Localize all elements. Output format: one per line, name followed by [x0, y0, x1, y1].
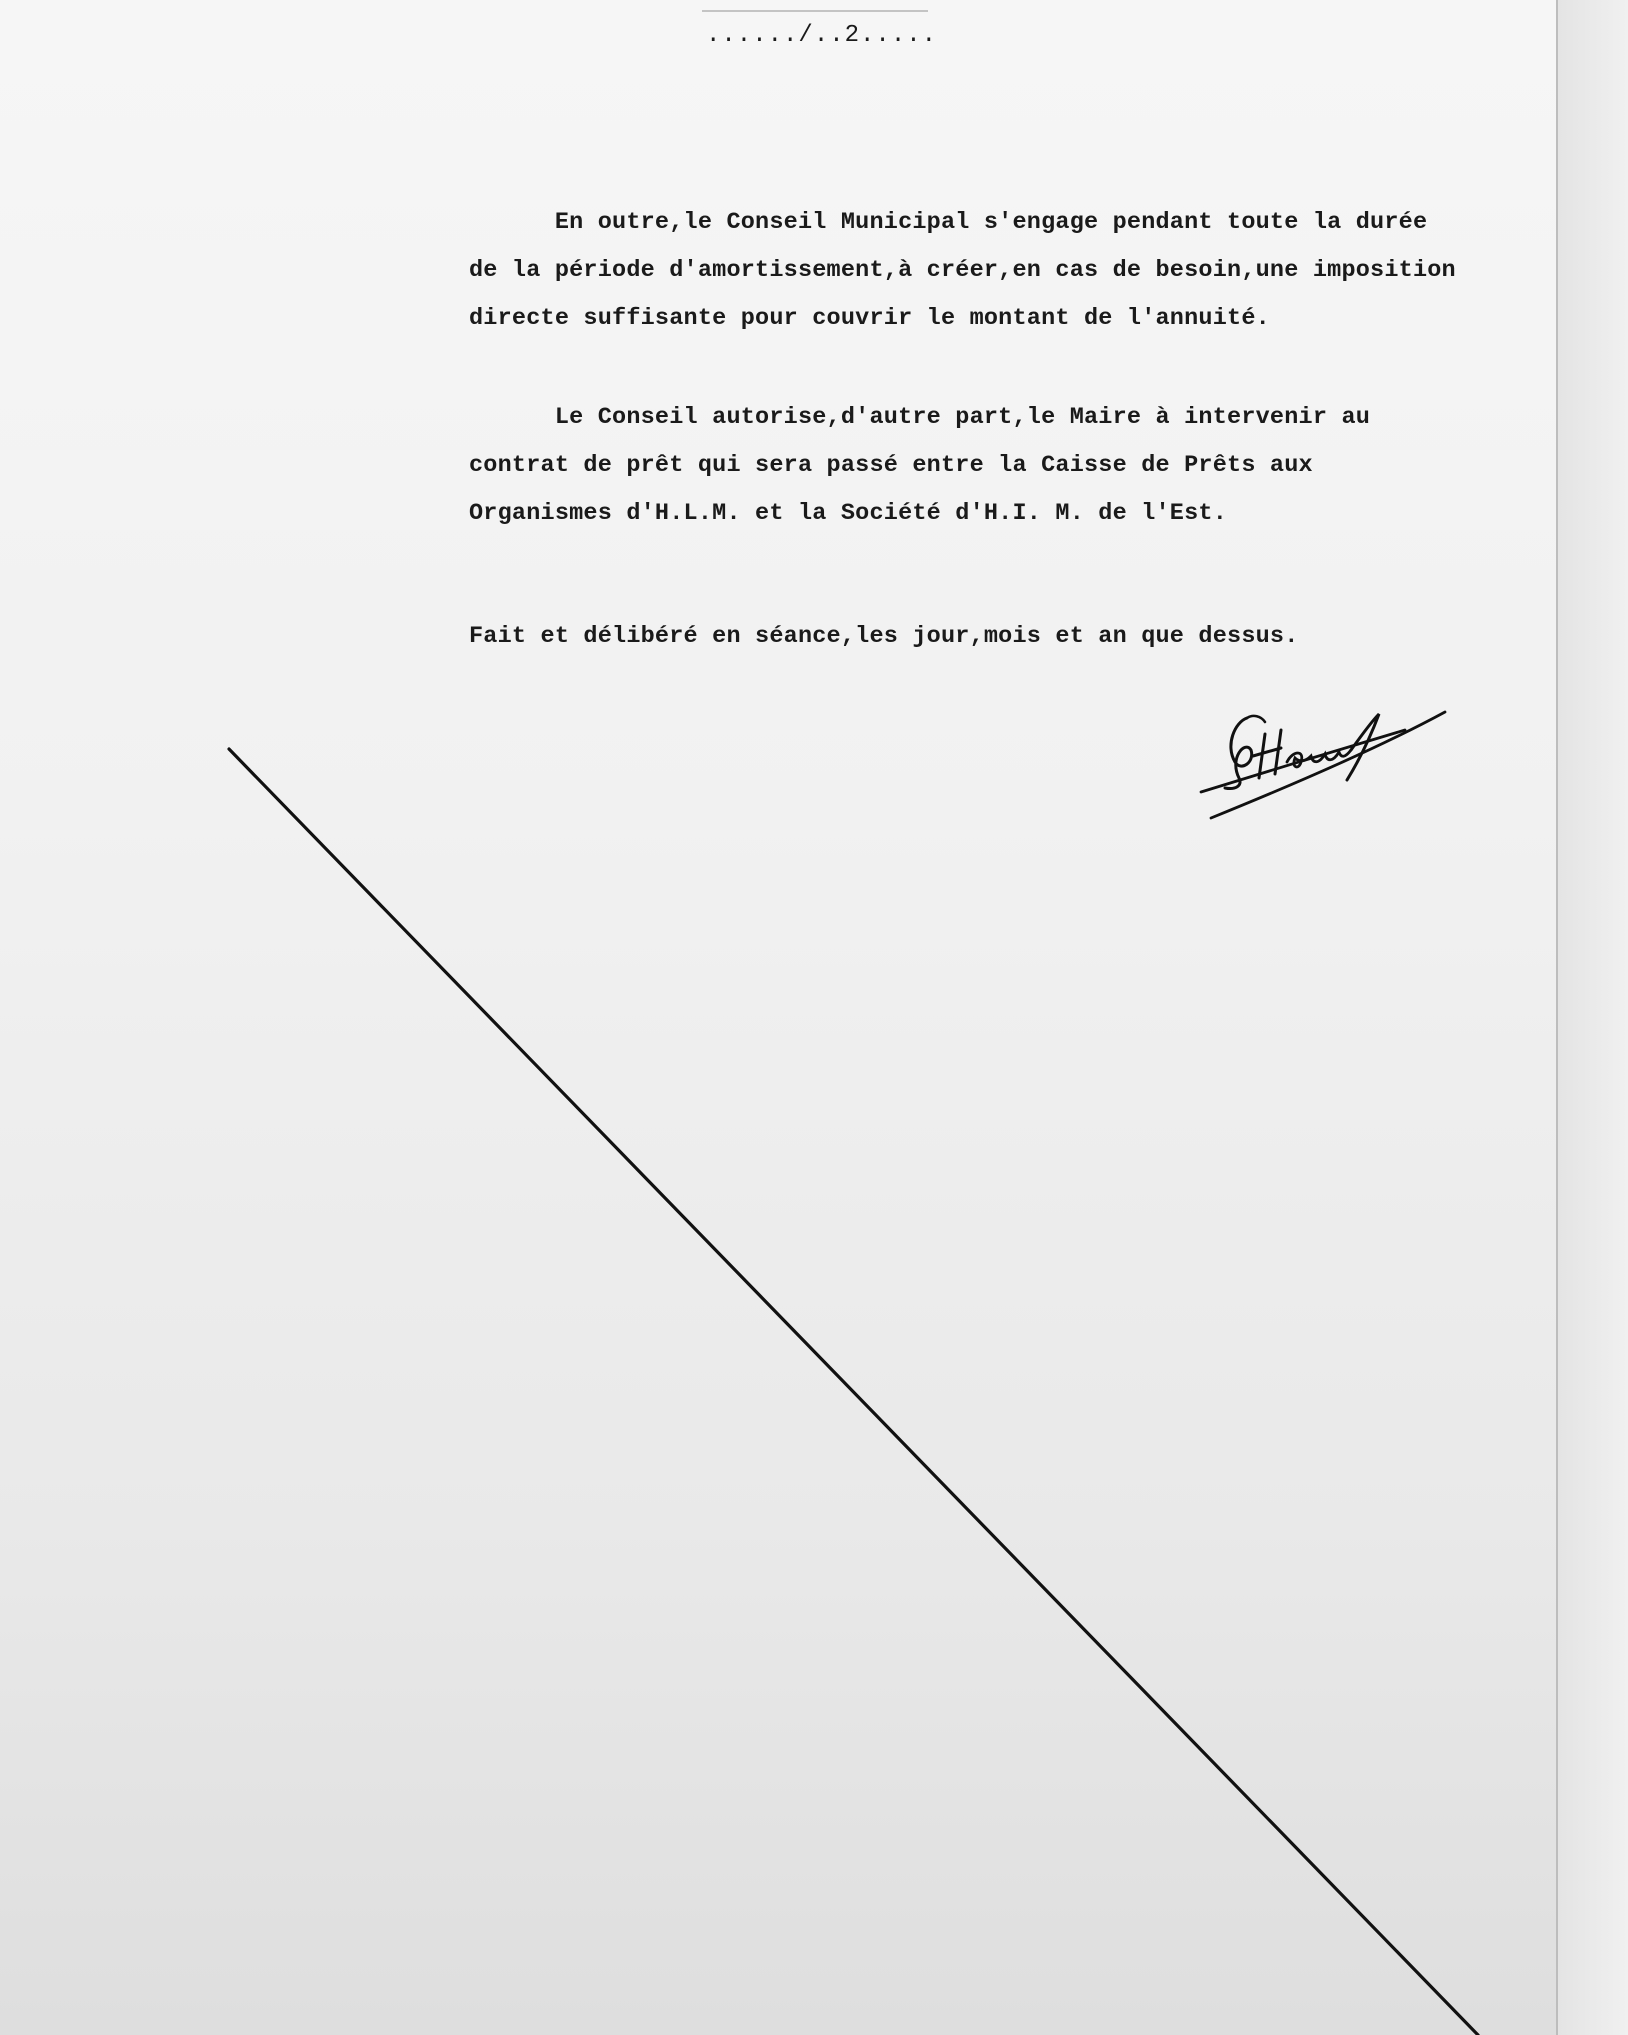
text-line: directe suffisante pour couvrir le montant de l'annuité.	[469, 305, 1270, 332]
text-line: Le Conseil autorise,d'autre part,le Maire à intervenir au	[469, 404, 1371, 431]
text-line: En outre,le Conseil Municipal s'engage pendant toute la durée	[469, 209, 1428, 236]
page-number: ....../..2.....	[706, 22, 938, 49]
text-line: Fait et délibéré en séance,les jour,mois et an que dessus.	[469, 623, 1299, 650]
text-line: contrat de prêt qui sera passé entre la Caisse de Prêts aux	[469, 452, 1313, 479]
text-line: Organismes d'H.L.M. et la Société d'H.I. M. de l'Est.	[469, 500, 1228, 527]
text-line: de la période d'amortissement,à créer,en cas de besoin,une imposition	[469, 257, 1456, 284]
